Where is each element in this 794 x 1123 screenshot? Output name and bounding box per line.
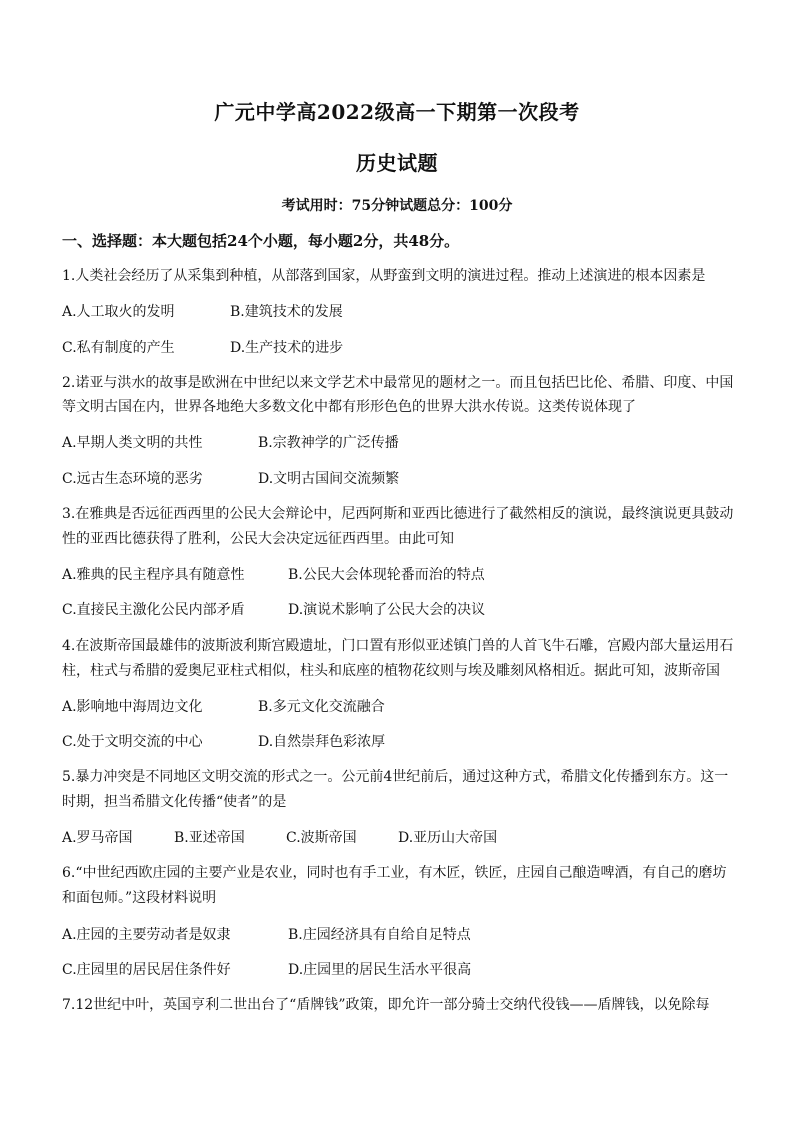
question-4-option-c: C.处于文明交流的中心 [62,734,203,750]
question-6-option-d: D.庄园里的居民生活水平很高 [288,962,472,978]
question-3-text-line-1: 3.在雅典是否远征西西里的公民大会辩论中，尼西阿斯和亚西比德进行了截然相反的演说，最终演说更具鼓动 [62,506,734,522]
question-2-option-d: D.文明古国间交流频繁 [258,471,400,487]
question-5-text-line-1: 5.暴力冲突是不同地区文明交流的形式之一。公元前4世纪前后，通过这种方式，希腊文化传播到东方。这一 [62,769,729,785]
exam-info: 考试用时：75分钟试题总分：100分 [281,198,513,214]
question-1-option-c: C.私有制度的产生 [62,340,175,356]
question-4-text-line-2: 柱，柱式与希腊的爱奥尼亚柱式相似，柱头和底座的植物花纹则与埃及雕刻风格相近。据此可知，波斯帝国 [62,663,720,679]
question-4-option-d: D.自然崇拜色彩浓厚 [258,734,386,750]
question-2-option-c: C.远古生态环境的恶劣 [62,471,203,487]
question-6-option-a: A.庄园的主要劳动者是奴隶 [62,927,231,943]
subject-title: 历史试题 [356,151,438,175]
question-3-text-line-2: 性的亚西比德获得了胜利，公民大会决定远征西西里。由此可知 [62,531,454,547]
question-3-option-c: C.直接民主激化公民内部矛盾 [62,602,245,618]
question-4-option-b: B.多元文化交流融合 [258,699,385,715]
question-5-option-c: C.波斯帝国 [286,830,357,846]
question-6-option-c: C.庄园里的居民居住条件好 [62,962,231,978]
question-3-option-a: A.雅典的民主程序具有随意性 [62,567,245,583]
question-7-text-line-1: 7.12世纪中叶，英国亨利二世出台了“盾牌钱”政策，即允许一部分骑士交纳代役钱——盾牌钱，以免除每 [62,997,710,1013]
question-1-text: 1.人类社会经历了从采集到种植，从部落到国家，从野蛮到文明的演进过程。推动上述演进的根本因素是 [62,268,706,284]
question-5-option-d: D.亚历山大帝国 [398,830,498,846]
question-4-text-line-1: 4.在波斯帝国最雄伟的波斯波利斯宫殿遗址，门口置有形似亚述镇门兽的人首飞牛石雕，宫殿内部大量运用石 [62,638,734,654]
question-2-text-line-1: 2.诺亚与洪水的故事是欧洲在中世纪以来文学艺术中最常见的题材之一。而且包括巴比伦、希腊、印度、中国 [62,375,734,391]
question-3-option-b: B.公民大会体现轮番而治的特点 [288,567,485,583]
question-3-option-d: D.演说术影响了公民大会的决议 [288,602,486,618]
question-1-option-d: D.生产技术的进步 [230,340,344,356]
question-2-option-a: A.早期人类文明的共性 [62,435,203,451]
question-1-option-a: A.人工取火的发明 [62,304,175,320]
question-2-text-line-2: 等文明古国在内，世界各地绝大多数文化中都有形形色色的世界大洪水传说。这类传说体现了 [62,399,636,415]
question-5-option-a: A.罗马帝国 [62,830,133,846]
question-2-option-b: B.宗教神学的广泛传播 [258,435,399,451]
question-5-option-b: B.亚述帝国 [174,830,245,846]
question-5-text-line-2: 时期，担当希腊文化传播“使者”的是 [62,794,287,810]
question-1-option-b: B.建筑技术的发展 [230,304,343,320]
exam-title: 广元中学高2022级高一下期第一次段考 [214,100,580,124]
question-6-text-line-1: 6.“中世纪西欧庄园的主要产业是农业，同时也有手工业，有木匠，铁匠，庄园自己酿造啤酒，有自己的磨坊 [62,865,727,881]
section-heading: 一、选择题：本大题包括24个小题，每小题2分，共48分。 [62,232,460,250]
question-4-option-a: A.影响地中海周边文化 [62,699,203,715]
question-6-option-b: B.庄园经济具有自给自足特点 [288,927,471,943]
question-6-text-line-2: 和面包师。”这段材料说明 [62,890,217,906]
